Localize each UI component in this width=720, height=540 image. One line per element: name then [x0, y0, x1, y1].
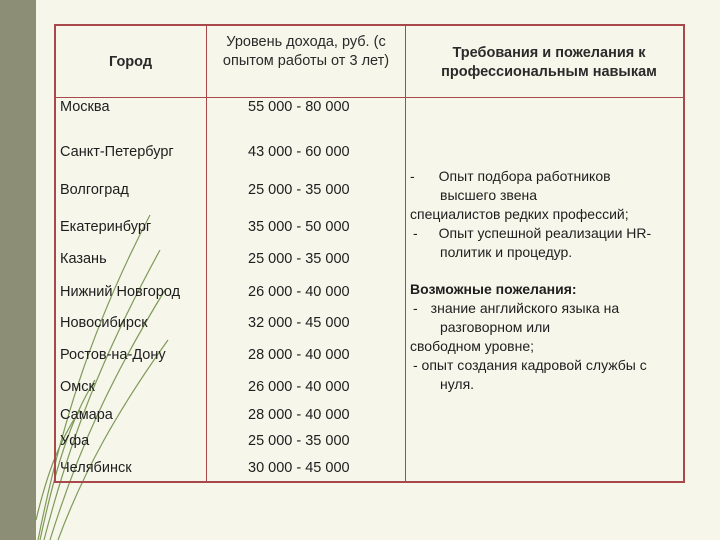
income-cell: 28 000 - 40 000: [248, 347, 350, 363]
column-divider-1: [206, 25, 207, 482]
city-cell: Екатеринбург: [60, 219, 152, 235]
header-divider: [55, 97, 684, 98]
req-line: - знание английского языка на: [413, 300, 620, 316]
income-cell: 30 000 - 45 000: [248, 460, 350, 476]
income-cell: 25 000 - 35 000: [248, 433, 350, 449]
req-line: политик и процедур.: [440, 244, 573, 260]
req-line: специалистов редких профессий;: [410, 206, 629, 222]
req-line: свободном уровне;: [410, 338, 535, 354]
city-cell: Самара: [60, 407, 113, 423]
income-cell: 26 000 - 40 000: [248, 379, 350, 395]
income-cell: 25 000 - 35 000: [248, 182, 350, 198]
income-cell: 43 000 - 60 000: [248, 144, 350, 160]
req-line: разговорном или: [440, 319, 551, 335]
req-line: - Опыт подбора работников: [410, 168, 611, 184]
header-income: Уровень дохода, руб. (с опытом работы от 3 лет): [222, 34, 390, 69]
requirements-text: [410, 167, 682, 394]
income-cell: 55 000 - 80 000: [248, 99, 350, 115]
city-cell: Москва: [60, 99, 110, 115]
req-line: нуля.: [440, 376, 475, 392]
city-cell: Уфа: [60, 433, 90, 449]
city-cell: Нижний Новгород: [60, 284, 181, 300]
req-line: высшего звена: [440, 187, 537, 203]
column-divider-2: [405, 25, 406, 482]
city-cell: Ростов-на-Дону: [60, 347, 166, 363]
income-cell: 25 000 - 35 000: [248, 251, 350, 267]
city-cell: Санкт-Петербург: [60, 144, 174, 160]
city-cell: Челябинск: [60, 460, 132, 476]
city-cell: Новосибирск: [60, 315, 148, 331]
income-cell: 26 000 - 40 000: [248, 284, 350, 300]
income-cell: 28 000 - 40 000: [248, 407, 350, 423]
city-cell: Казань: [60, 251, 107, 267]
wishes-title: Возможные пожелания:: [410, 281, 577, 297]
header-requirements: Требования и пожелания к профессиональным навыкам: [441, 45, 657, 80]
income-cell: 35 000 - 50 000: [248, 219, 350, 235]
header-city: Город: [108, 54, 153, 70]
req-line: - опыт создания кадровой службы с: [413, 357, 647, 373]
city-cell: Омск: [60, 379, 95, 395]
req-line: - Опыт успешной реализации HR-: [413, 225, 652, 241]
city-cell: Волгоград: [60, 182, 129, 198]
income-cell: 32 000 - 45 000: [248, 315, 350, 331]
